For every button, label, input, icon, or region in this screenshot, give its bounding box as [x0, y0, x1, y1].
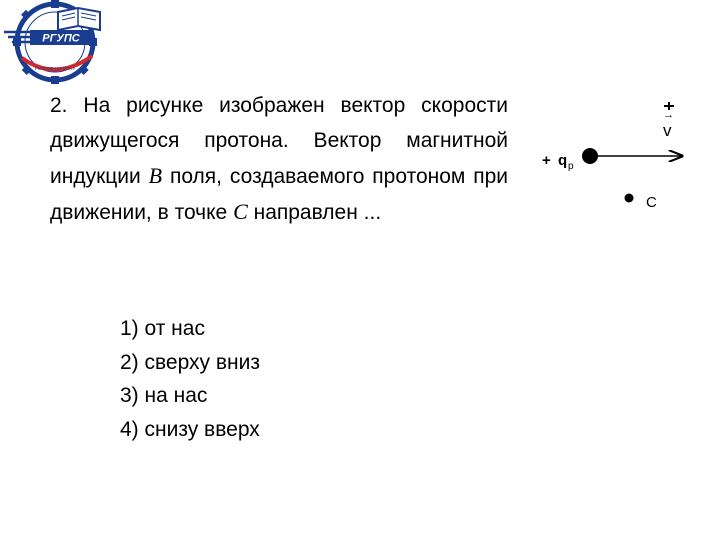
- answer-list: [120, 312, 260, 446]
- point-c-dot: [625, 194, 634, 203]
- answer-option-2[interactable]: 2) сверху вниз: [120, 350, 260, 374]
- question-part-2: поля, создаваемого протоном при движении, в точке: [50, 165, 509, 224]
- proton-velocity-figure: [530, 92, 710, 222]
- book-icon: [58, 8, 100, 30]
- logo-ring-text: РОСТОВ-НА-ДОНУ: [34, 66, 76, 71]
- answer-option-1[interactable]: 1) от нас: [120, 317, 205, 340]
- answer-option-3[interactable]: 3) на нас: [120, 384, 208, 407]
- answer-option-4[interactable]: 4) снизу вверх: [120, 417, 260, 441]
- university-logo: [0, 0, 112, 84]
- c-symbol: C: [233, 199, 248, 224]
- b-symbol: B: [148, 163, 163, 188]
- velocity-arrow-glyph: →: [663, 109, 674, 121]
- question-text: [50, 88, 508, 230]
- logo-text: РГУПС: [42, 32, 80, 45]
- question-part-1: 2. На рисунке изображен вектор скорости движущегося протона. Вектор магнитной индукции: [50, 94, 508, 188]
- question-part-3: направлен ...: [247, 201, 382, 224]
- charge-subscript: p: [568, 161, 574, 172]
- charge-plus: +: [542, 152, 551, 169]
- logo-emblem-icon: [0, 0, 112, 84]
- velocity-label: v: [663, 121, 672, 140]
- charge-q: q: [558, 152, 568, 169]
- point-c-label: C: [646, 194, 657, 211]
